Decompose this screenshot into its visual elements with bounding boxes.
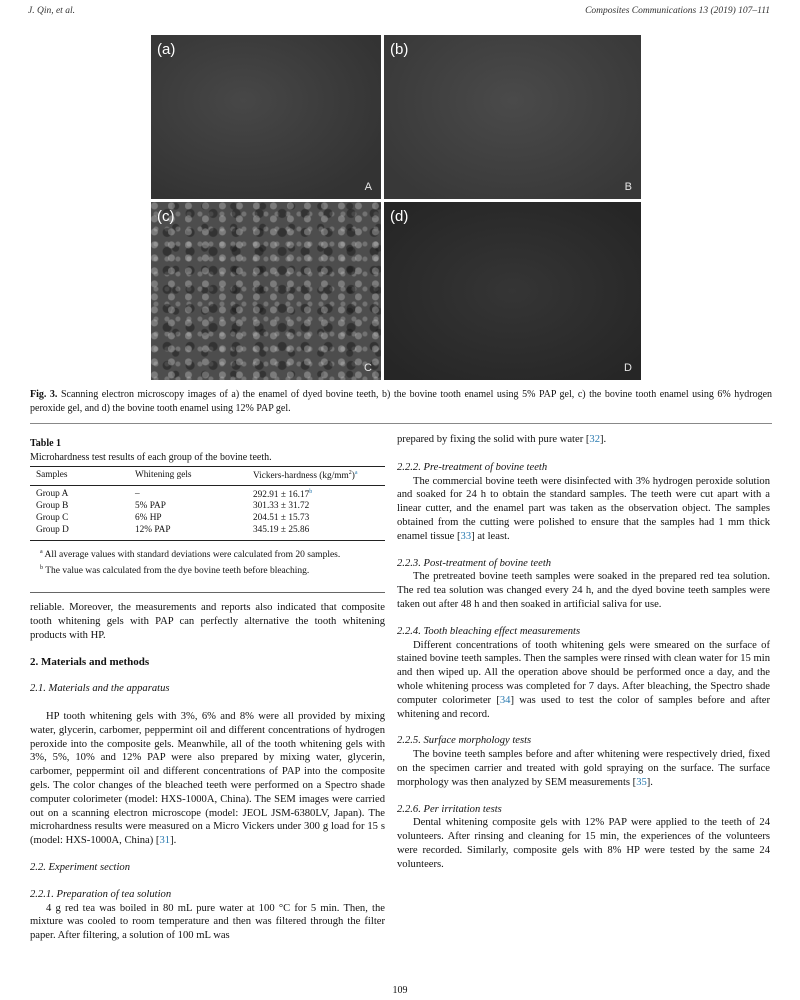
panel-letter-b: B [624, 181, 632, 193]
section-2-heading: 2. Materials and methods [30, 656, 150, 669]
footnote-divider [30, 592, 385, 593]
panel-letter-c: C [364, 362, 372, 374]
section-2-2-5-heading: 2.2.5. Surface morphology tests [397, 735, 532, 747]
table-header-row [36, 470, 358, 482]
microhardness-table [36, 470, 358, 482]
panel-letter-d: D [624, 362, 632, 374]
panel-label-c: (c) [157, 208, 175, 225]
page-number: 109 [392, 985, 408, 996]
paragraph-morphology: The bovine teeth samples before and after whitening were respectively dried, fixed on the specimen carrier and treated with gold spraying on the surface. The surface morphology was then analyzed by SEM measurements [35]. [397, 749, 770, 788]
left-column [30, 437, 385, 469]
section-2-2-1-heading: 2.2.1. Preparation of tea solution [30, 888, 172, 900]
citation-33[interactable]: 33 [460, 530, 472, 542]
panel-label-a: (a) [157, 41, 176, 58]
citation-35[interactable]: 35 [636, 776, 647, 788]
figure-caption [30, 388, 772, 416]
table-header-gels: Whitening gels [135, 470, 192, 480]
figure-3 [151, 35, 641, 380]
section-2-2-4-heading: 2.2.4. Tooth bleaching effect measurements [397, 625, 581, 637]
figure-caption-label: Fig. 3. [30, 389, 58, 400]
table-body [36, 489, 312, 537]
running-header-authors: J. Qin, et al. [28, 6, 75, 16]
paragraph-posttreatment: The pretreated bovine teeth samples were soaked in the prepared red tea solution. The red tea solution was changed every 24 h, and the dyed bovine teeth samples were taken out after 48 h and then soaked in artificial saliva for use. [397, 571, 770, 610]
sem-panel-a [151, 35, 381, 199]
table-footnote-a: $^a$ All average values with standard deviations were calculated from 20 samples. [40, 549, 341, 561]
sem-panel-b [384, 35, 641, 199]
table-title: Microhardness test results of each group of the bovine teeth. [30, 451, 272, 463]
citation-31[interactable]: 31 [159, 835, 171, 847]
right-column [397, 433, 770, 872]
panel-label-b: (b) [390, 41, 409, 58]
table-header-hardness: Vickers-hardness $(kg/mm^2)^a$ [253, 470, 358, 482]
panel-letter-a: A [364, 181, 372, 193]
table-header-samples: Samples [36, 470, 68, 480]
section-2-2-6-heading: 2.2.6. Per irritation tests [397, 803, 502, 815]
table-bottom-rule [30, 540, 385, 541]
paragraph-pretreatment: The commercial bovine teeth were disinfected with 3% hydrogen peroxide solution and soaked for 24 h to obtain the standard samples. The teeth were cut apart with a linear cutter, and the enamel part was taken as the observation object. The samples obtained from the cutting were polished to ensure that the samples had 1 mm thick enamel tissue [33] at least. [397, 475, 770, 542]
table-header-rule [30, 485, 385, 486]
paragraph-tea-solution: 4 g red tea was boiled in 80 mL pure water at 100 °C for 5 min. Then, the mixture was cooled to room temperature and then was filtered through the filter paper. After filtering, a solution of 100 mL was [30, 902, 385, 942]
table-row: Group C 6% HP 204.51 ± 15.73 [36, 513, 310, 523]
paragraph-reliable: reliable. Moreover, the measurements and reports also indicated that composite tooth whitening gels with PAP can perfectly alternative the tooth whitening products with HP. [30, 602, 385, 641]
panel-label-d: (d) [390, 208, 409, 225]
running-header-journal: Composites Communications 13 (2019) 107–111 [585, 6, 770, 16]
table-top-rule [30, 466, 385, 467]
sem-panel-c [151, 202, 381, 380]
section-2-2-2-heading: 2.2.2. Pre-treatment of bovine teeth [397, 461, 548, 473]
citation-34[interactable]: 34 [499, 694, 511, 706]
section-2-2-3-heading: 2.2.3. Post-treatment of bovine teeth [397, 557, 552, 569]
table-footnotes [30, 546, 385, 577]
table-row: Group A – 292.91 ± 16.17$^b$ [36, 489, 313, 501]
table-row: Group B 5% PAP 301.33 ± 31.72 [36, 501, 310, 511]
table-row: Group D 12% PAP 345.19 ± 25.86 [36, 525, 310, 535]
paragraph-bleaching: Different concentrations of tooth whitening gels were smeared on the surface of stained bovine teeth samples. Then the samples were rinsed with clean water for 15 min and then wiped up. All the operation above should be performed once a day, and the whole whitening process was completed for 7 days. After bleaching, the Spectro shade computer colorimeter [34] was used to test the color of samples before and after whitening and record. [397, 639, 771, 720]
table-1 [36, 470, 358, 482]
section-2-1-heading: 2.1. Materials and the apparatus [30, 683, 170, 695]
left-column-body [30, 601, 385, 943]
paragraph-materials: HP tooth whitening gels with 3%, 6% and 8% were all provided by mixing water, glycerin, carbomer, peppermint oil and different concentrations of hydrogen peroxide into the composite gels. Meanwhile, all of the tooth whitening gels with 3%, 5%, 10% and 12% PAP were also prepared by mixing water, glycerin, carbomer, peppermint oil and different concentrations of PAP into the composite gels. The color changes of the bleached teeth were performed on a Spectro shade computer colorimeter (model: HXS-1000A, China). The SEM images were carried out on a scanning electron microscope (model: JEOL JSM-6380LV, Japan). The microhardness results were measured on a Micro Vickers under 300 g load for 15 s (model: HXS-1000A, China) [31]. [30, 710, 385, 847]
section-2-2-heading: 2.2. Experiment section [30, 861, 131, 873]
figure-caption-text: Scanning electron microscopy images of a) the enamel of dyed bovine teeth, b) the bovine tooth enamel using 5% PAP gel, c) the bovine tooth enamel using 6% hydrogen peroxide gel, and d) the bovine tooth enamel using 12% PAP gel. [30, 389, 773, 414]
citation-32[interactable]: 32 [589, 434, 600, 445]
caption-divider [30, 423, 772, 424]
paragraph-fixing: prepared by fixing the solid with pure water [32]. [397, 434, 607, 445]
table-label: Table 1 [30, 438, 62, 449]
paragraph-irritation: Dental whitening composite gels with 12% PAP were applied to the teeth of 24 volunteers. After rinsing and cleaning for 15 min, the experiences of the volunteers were recorded. Similarly, composite gels with 8% HP were tested by the same 24 volunteers. [397, 817, 770, 870]
sem-panel-d [384, 202, 641, 380]
table-footnote-b: $^b$ The value was calculated from the dye bovine teeth before bleaching. [40, 564, 310, 576]
